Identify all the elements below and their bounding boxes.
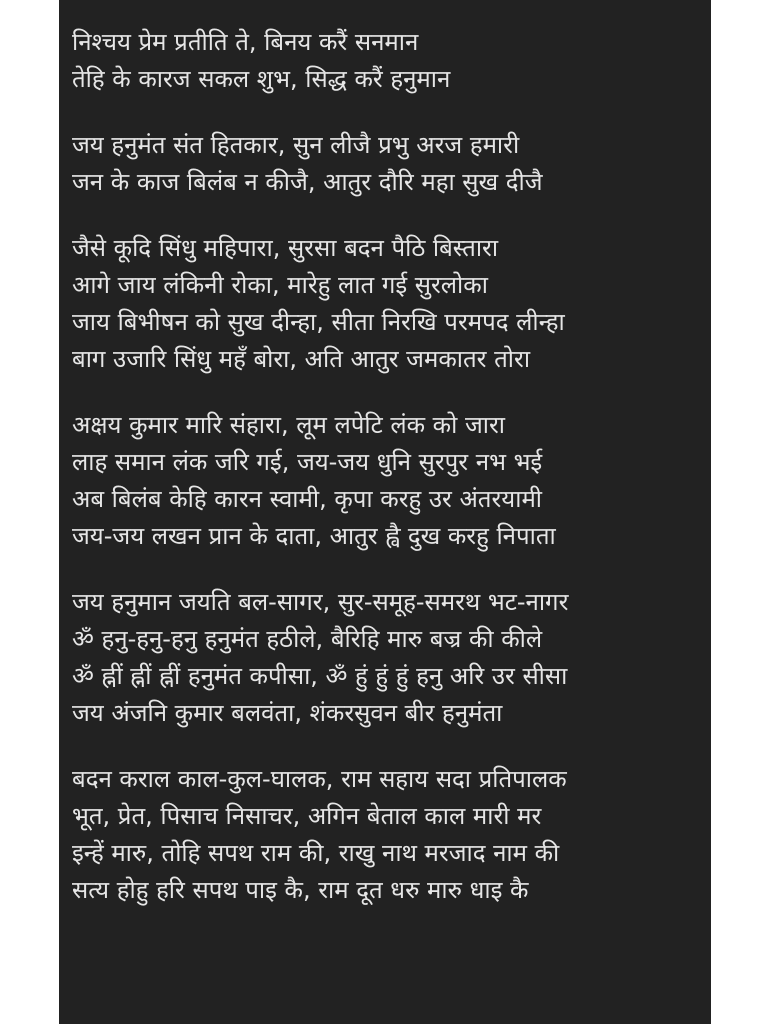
- verse-line: लाह समान लंक जरि गई, जय-जय धुनि सुरपुर नभ भई: [72, 448, 543, 476]
- verse-line: जय अंजनि कुमार बलवंता, शंकरसुवन बीर हनुमंता: [72, 699, 503, 727]
- verse-line: जन के काज बिलंब न कीजै, आतुर दौरि महा सुख दीजै: [72, 168, 543, 196]
- verse-line: अक्षय कुमार मारि संहारा, लूम लपेटि लंक को जारा: [72, 411, 506, 439]
- verse-line: भूत, प्रेत, पिसाच निसाचर, अगिन बेताल काल मारी मर: [72, 802, 542, 830]
- stanza-4: [72, 407, 708, 555]
- verse-line: ॐ ह्नीं ह्नीं ह्नीं हनुमंत कपीसा, ॐ हुं हुं हुं हनु अरि उर सीसा: [72, 662, 568, 690]
- verse-line: ॐ हनु-हनु-हनु हनुमंत हठीले, बैरिहि मारु बज्र की कीले: [72, 625, 543, 653]
- verse-line: अब बिलंब केहि कारन स्वामी, कृपा करहु उर अंतरयामी: [72, 485, 543, 513]
- stanza-5: [72, 584, 708, 732]
- stanza-3: [72, 230, 708, 378]
- dark-text-panel: [59, 0, 711, 1024]
- verse-line: निश्चय प्रेम प्रतीति ते, बिनय करैं सनमान: [72, 28, 419, 56]
- verse-line: तेहि के कारज सकल शुभ, सिद्ध करैं हनुमान: [72, 65, 451, 93]
- verse-line: सत्य होहु हरि सपथ पाइ कै, राम दूत धरु मारु धाइ कै: [72, 876, 529, 904]
- verse-text: [72, 24, 708, 938]
- verse-line: बदन कराल काल-कुल-घालक, राम सहाय सदा प्रतिपालक: [72, 765, 567, 793]
- verse-line: जय हनुमंत संत हितकार, सुन लीजै प्रभु अरज हमारी: [72, 131, 520, 159]
- verse-line: आगे जाय लंकिनी रोका, मारेहु लात गई सुरलोका: [72, 271, 488, 299]
- stanza-6: [72, 761, 708, 909]
- verse-line: इन्हें मारु, तोहि सपथ राम की, राखु नाथ मरजाद नाम की: [72, 839, 560, 867]
- verse-line: बाग उजारि सिंधु महँ बोरा, अति आतुर जमकातर तोरा: [72, 345, 531, 373]
- stanza-1: [72, 24, 708, 98]
- verse-line: जैसे कूदि सिंधु महिपारा, सुरसा बदन पैठि बिस्तारा: [72, 234, 499, 262]
- verse-line: जय हनुमान जयति बल-सागर, सुर-समूह-समरथ भट-नागर: [72, 588, 569, 616]
- verse-line: जाय बिभीषन को सुख दीन्हा, सीता निरखि परमपद लीन्हा: [72, 308, 565, 336]
- verse-line: जय-जय लखन प्रान के दाता, आतुर ह्वै दुख करहु निपाता: [72, 522, 556, 550]
- stanza-2: [72, 127, 708, 201]
